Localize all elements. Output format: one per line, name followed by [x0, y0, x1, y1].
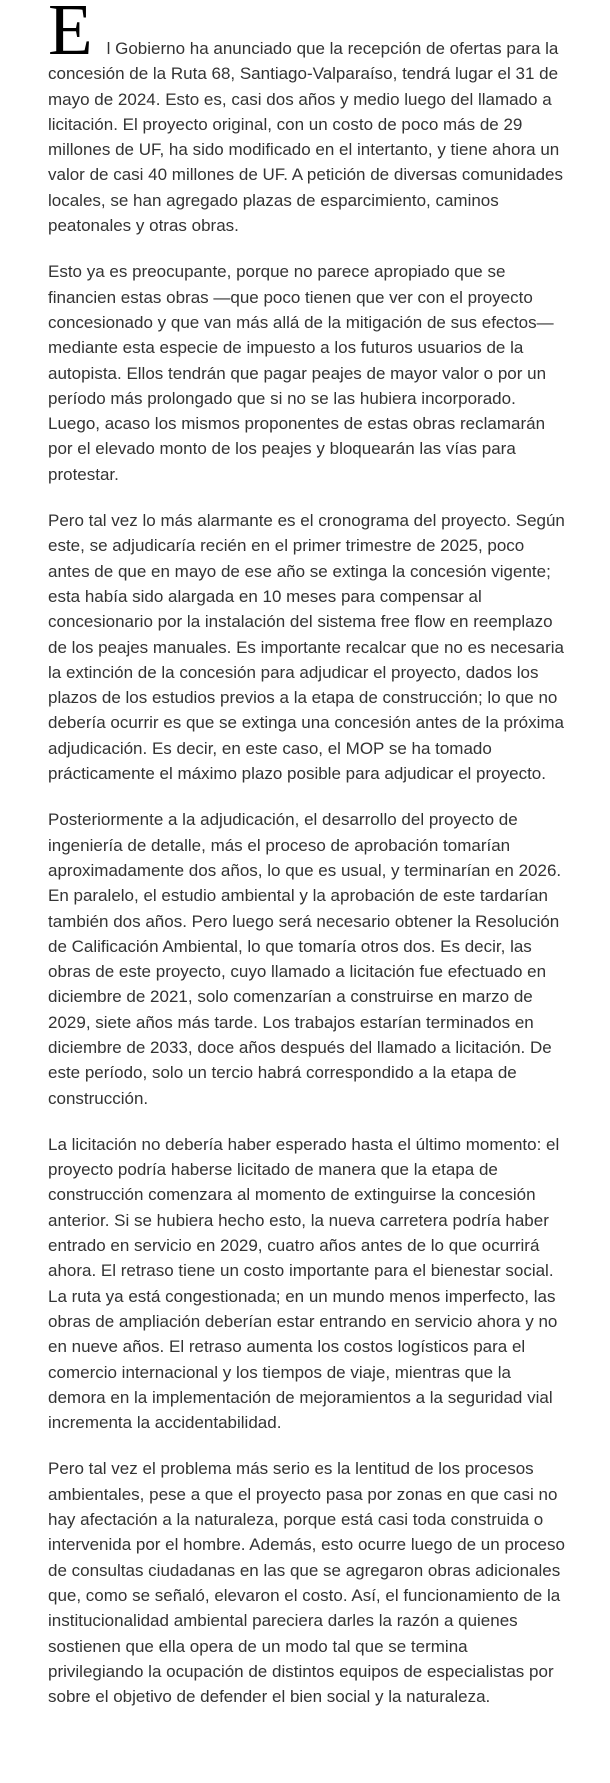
paragraph-4: Posteriormente a la adjudicación, el desarrollo del proyecto de ingeniería de detalle, más el proceso de aprobación tomarían aproximadamente dos años, lo que es usual, y terminarían en 2026. En paralelo, el estudio ambiental y la aprobación de este tardarían también dos años. Pero luego será necesario obtener la Resolución de Calificación Ambiental, lo que tomaría otros dos. Es decir, las obras de este proyecto, cuyo llamado a licitación fue efectuado en diciembre de 2021, solo comenzarían a construirse en marzo de 2029, siete años más tarde. Los trabajos estarían terminados en diciembre de 2033, doce años después del llamado a licitación. De este período, solo un tercio habrá correspondido a la etapa de construcción.	[48, 810, 562, 1108]
paragraph-1	[48, 0, 567, 238]
paragraph-2: Esto ya es preocupante, porque no parece apropiado que se financien estas obras —que poco tienen que ver con el proyecto concesionado y que van más allá de la mitigación de sus efectos— mediante esta especie de impuesto a los futuros usuarios de la autopista. Ellos tendrán que pagar peajes de mayor valor o por un período más prolongado que si no se las hubiera incorporado. Luego, acaso los mismos proponentes de estas obras reclamarán por el elevado monto de los peajes y bloquearán las vías para protestar.	[48, 262, 554, 484]
drop-cap-initial: E	[48, 0, 93, 70]
paragraph-3: Pero tal vez lo más alarmante es el cronograma del proyecto. Según este, se adjudicaría recién en el primer trimestre de 2025, poco antes de que en mayo de ese año se extinga la concesión vigente; esta había sido alargada en 10 meses para compensar al concesionario por la instalación del sistema free flow en reemplazo de los peajes manuales. Es importante recalcar que no es necesaria la extinción de la concesión para adjudicar el proyecto, dados los plazos de los estudios previos a la etapa de construcción; lo que no debería ocurrir es que se extinga una concesión antes de la próxima adjudicación. Es decir, en este caso, el MOP se ha tomado prácticamente el máximo plazo posible para adjudicar el proyecto.	[48, 511, 565, 784]
paragraph-6: Pero tal vez el problema más serio es la lentitud de los procesos ambientales, pese a que el proyecto pasa por zonas en que casi no hay afectación a la naturaleza, porque está casi toda construida o intervenida por el hombre. Además, esto ocurre luego de un proceso de consultas ciudadanas en las que se agregaron obras adicionales que, como se señaló, elevaron el costo. Así, el funcionamiento de la institucionalidad ambiental pareciera darles la razón a quienes sostienen que ella opera de un modo tal que se termina privilegiando la ocupación de distintos equipos de especialistas por sobre el objetivo de defender el bien social y la naturaleza.	[48, 1459, 565, 1707]
paragraph-5: La licitación no debería haber esperado hasta el último momento: el proyecto podría haberse licitado de manera que la etapa de construcción comenzara al momento de extinguirse la concesión anterior. Si se hubiera hecho esto, la nueva carretera podría haber entrado en servicio en 2029, cuatro años antes de lo que ocurrirá ahora. El retraso tiene un costo importante para el bienestar social. La ruta ya está congestionada; en un mundo menos imperfecto, las obras de ampliación deberían estar entrando en servicio ahora y no en nueve años. El retraso aumenta los costos logísticos para el comercio internacional y los tiempos de viaje, mientras que la demora en la implementación de mejoramientos a la seguridad vial incrementa la accidentabilidad.	[48, 1134, 560, 1433]
paragraph-1-text: l Gobierno ha anunciado que la recepción de ofertas para la concesión de la Ruta 68, Santiago-Valparaíso, tendrá lugar el 31 de mayo de 2024. Esto es, casi dos años y medio luego del llamado a licitación. El proyecto original, con un costo de poco más de 29 millones de UF, ha sido modificado en el intertanto, y tiene ahora un valor de casi 40 millones de UF. A petición de diversas comunidades locales, se han agregado plazas de esparcimiento, caminos peatonales y otras obras.	[48, 39, 564, 236]
